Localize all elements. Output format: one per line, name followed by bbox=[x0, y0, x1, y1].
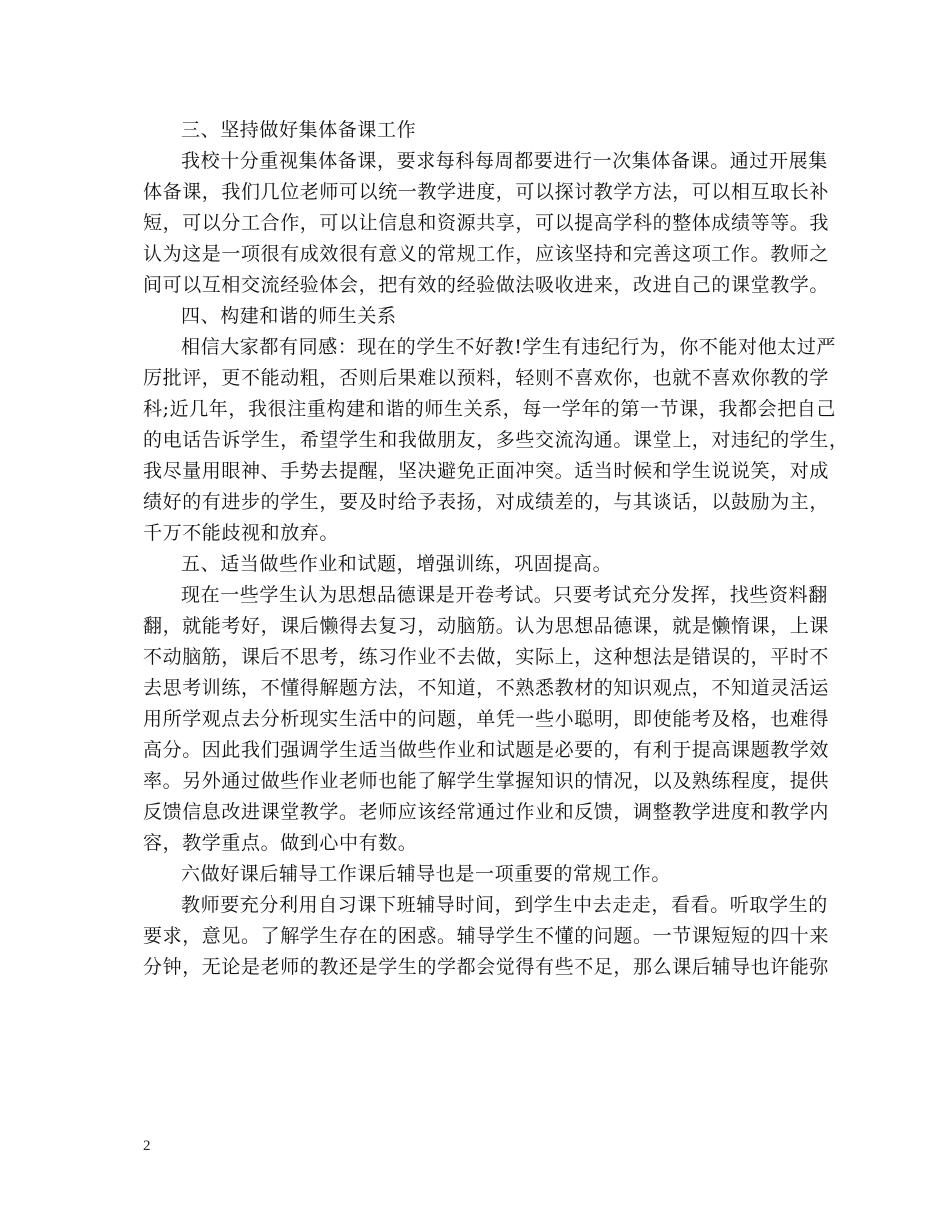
paragraph-line: 相信大家都有同感：现在的学生不好教!学生有违纪行为，你不能对他太过严 bbox=[181, 336, 837, 358]
paragraph-line: 容，教学重点。做到心中有数。 bbox=[143, 832, 418, 854]
section-heading: 五、适当做些作业和试题，增强训练，巩固提高。 bbox=[181, 553, 613, 575]
paragraph-line: 教师要充分利用自习课下班辅导时间，到学生中去走走，看看。听取学生的 bbox=[181, 894, 828, 916]
paragraph-line: 现在一些学生认为思想品德课是开卷考试。只要考试充分发挥，找些资料翻 bbox=[181, 584, 828, 606]
paragraph-line: 科;近几年，我很注重构建和谐的师生关系，每一学年的第一节课，我都会把自己 bbox=[143, 398, 837, 420]
paragraph-line: 绩好的有进步的学生，要及时给予表扬，对成绩差的，与其谈话，以鼓励为主， bbox=[143, 491, 830, 513]
paragraph-line: 千万不能歧视和放弃。 bbox=[143, 522, 340, 544]
paragraph-line: 翻，就能考好，课后懒得去复习，动脑筋。认为思想品德课，就是懒惰课，上课 bbox=[143, 615, 830, 637]
page-number: 2 bbox=[143, 1138, 151, 1154]
paragraph-line: 我校十分重视集体备课，要求每科每周都要进行一次集体备课。通过开展集 bbox=[181, 150, 828, 172]
paragraph-line: 厉批评，更不能动粗，否则后果难以预料，轻则不喜欢你，也就不喜欢你教的学 bbox=[143, 367, 830, 389]
paragraph-line: 去思考训练，不懂得解题方法，不知道，不熟悉教材的知识观点，不知道灵活运 bbox=[143, 677, 830, 699]
paragraph-line: 不动脑筋，课后不思考，练习作业不去做，实际上，这种想法是错误的，平时不 bbox=[143, 646, 830, 668]
paragraph-line: 我尽量用眼神、手势去提醒，坚决避免正面冲突。适当时候和学生说说笑，对成 bbox=[143, 460, 830, 482]
paragraph-line: 认为这是一项很有成效很有意义的常规工作，应该坚持和完善这项工作。教师之 bbox=[143, 243, 830, 265]
paragraph-line: 反馈信息改进课堂教学。老师应该经常通过作业和反馈，调整教学进度和教学内 bbox=[143, 801, 830, 823]
paragraph-line: 率。另外通过做些作业老师也能了解学生掌握知识的情况，以及熟练程度，提供 bbox=[143, 770, 830, 792]
paragraph-line: 短，可以分工合作，可以让信息和资源共享，可以提高学科的整体成绩等等。我 bbox=[143, 212, 830, 234]
paragraph-line: 用所学观点去分析现实生活中的问题，单凭一些小聪明，即使能考及格，也难得 bbox=[143, 708, 830, 730]
paragraph-line: 的电话告诉学生，希望学生和我做朋友，多些交流沟通。课堂上，对违纪的学生， bbox=[143, 429, 849, 451]
document-body bbox=[143, 115, 849, 983]
section-heading: 六做好课后辅导工作课后辅导也是一项重要的常规工作。 bbox=[181, 863, 672, 885]
paragraph-line: 要求，意见。了解学生存在的困惑。辅导学生不懂的问题。一节课短短的四十来 bbox=[143, 925, 830, 947]
paragraph-line: 体备课，我们几位老师可以统一教学进度，可以探讨教学方法，可以相互取长补 bbox=[143, 181, 830, 203]
section-heading: 四、构建和谐的师生关系 bbox=[181, 305, 397, 327]
section-heading: 三、坚持做好集体备课工作 bbox=[181, 119, 417, 141]
paragraph-line: 分钟，无论是老师的教还是学生的学都会觉得有些不足，那么课后辅导也许能弥 bbox=[143, 956, 830, 978]
paragraph-line: 间可以互相交流经验体会，把有效的经验做法吸收进来，改进自己的课堂教学。 bbox=[143, 274, 830, 296]
paragraph-line: 高分。因此我们强调学生适当做些作业和试题是必要的，有利于提高课题教学效 bbox=[143, 739, 830, 761]
